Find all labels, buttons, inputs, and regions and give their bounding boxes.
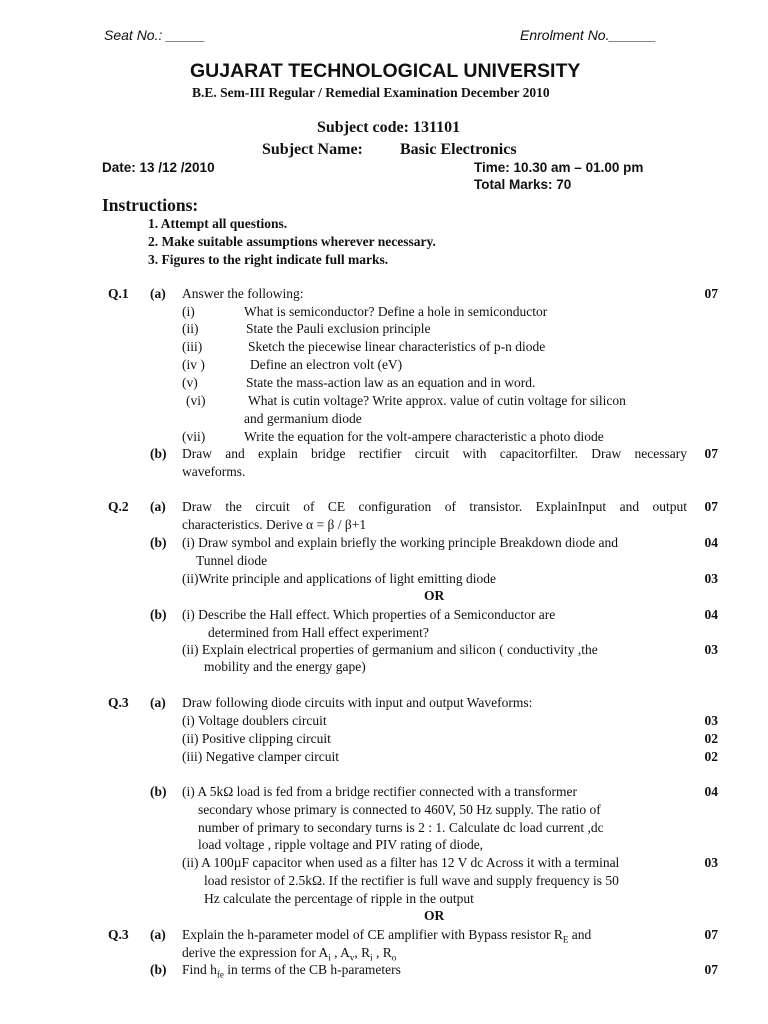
sub-text: Define an electron volt (eV) bbox=[250, 357, 403, 372]
part-label: (a) bbox=[150, 695, 166, 710]
question-text: secondary whose primary is connected to 460V, 50 Hz supply. The ratio of bbox=[198, 802, 601, 817]
question-text: Tunnel diode bbox=[196, 553, 268, 568]
subject-code: Subject code: 131101 bbox=[317, 119, 461, 136]
question-text bbox=[182, 927, 591, 945]
question-text: derive the expression for $A_i$ , $A_v$, $R_i$ , $R_o$ bbox=[182, 945, 397, 963]
question-text: load voltage , ripple voltage and PIV rating of diode, bbox=[198, 837, 484, 852]
text-fragment: Explain the h-parameter model of CE amplifier with Bypass resistor R bbox=[182, 927, 563, 942]
marks: 02 bbox=[704, 731, 718, 746]
question-number: Q.3 bbox=[108, 927, 129, 942]
marks: 07 bbox=[704, 286, 718, 301]
sub-number: (v) bbox=[182, 375, 198, 390]
subscript: fe bbox=[216, 969, 224, 980]
marks: 02 bbox=[704, 749, 718, 764]
question-number: Q.3 bbox=[108, 695, 129, 710]
question-text: determined from Hall effect experiment? bbox=[208, 625, 429, 640]
marks: 07 bbox=[704, 499, 718, 514]
question-text: Draw following diode circuits with input and output Waveforms: bbox=[182, 695, 533, 710]
question-number: Q.2 bbox=[108, 499, 129, 514]
marks: 03 bbox=[704, 713, 718, 728]
marks: 04 bbox=[704, 535, 718, 550]
question-text: (ii)Write principle and applications of light emitting diode bbox=[182, 571, 497, 586]
part-label: (b) bbox=[150, 784, 167, 799]
marks: 03 bbox=[704, 642, 718, 657]
enrolment-no: Enrolment No.______ bbox=[520, 27, 657, 43]
marks: 07 bbox=[704, 446, 718, 461]
part-label: (a) bbox=[150, 499, 166, 514]
part-label: (b) bbox=[150, 535, 167, 550]
sub-number: (iv ) bbox=[182, 357, 205, 372]
question-text: (ii) A 100µF capacitor when used as a filter has 12 V dc Across it with a terminal bbox=[182, 855, 620, 870]
marks: 04 bbox=[704, 784, 718, 799]
sub-text: (iii) Negative clamper circuit bbox=[182, 749, 340, 764]
sub-number: (iii) bbox=[182, 339, 203, 354]
exam-date: Date: 13 /12 /2010 bbox=[102, 160, 215, 175]
question-text: (ii) Explain electrical properties of germanium and silicon ( conductivity ,the bbox=[182, 642, 598, 657]
subject-name: Basic Electronics bbox=[400, 141, 517, 158]
or-divider: OR bbox=[424, 588, 445, 603]
sub-text: (i) Voltage doublers circuit bbox=[182, 713, 327, 728]
question-text: (i) Draw symbol and explain briefly the working principle Breakdown diode and bbox=[182, 535, 619, 550]
marks: 07 bbox=[704, 962, 718, 977]
sub-text: What is cutin voltage? Write approx. value of cutin voltage for silicon bbox=[248, 393, 626, 408]
question-text: (i) Describe the Hall effect. Which properties of a Semiconductor are bbox=[182, 607, 556, 622]
total-marks: Total Marks: 70 bbox=[474, 177, 572, 192]
sub-text: Write the equation for the volt-ampere characteristic a photo diode bbox=[244, 429, 604, 444]
sub-number: (i) bbox=[182, 304, 195, 319]
question-text bbox=[182, 962, 401, 980]
marks: 03 bbox=[704, 571, 718, 586]
instruction-item: 2. Make suitable assumptions wherever necessary. bbox=[148, 234, 436, 249]
seat-no: Seat No.: _____ bbox=[104, 27, 206, 43]
question-text: mobility and the energy gape) bbox=[204, 659, 366, 674]
question-text: Hz calculate the percentage of ripple in the output bbox=[204, 891, 474, 906]
sub-text: Sketch the piecewise linear characteristics of p-n diode bbox=[248, 339, 546, 354]
question-text: waveforms. bbox=[182, 464, 246, 479]
subscript: i bbox=[328, 952, 331, 963]
question-text: Draw and explain bridge rectifier circuit with capacitorfilter. Draw necessary bbox=[182, 446, 687, 461]
sub-text: What is semiconductor? Define a hole in semiconductor bbox=[244, 304, 548, 319]
part-label: (a) bbox=[150, 286, 166, 301]
question-text: number of primary to secondary turns is 2 : 1. Calculate dc load current ,dc bbox=[198, 820, 604, 835]
instruction-item: 3. Figures to the right indicate full marks. bbox=[148, 252, 389, 267]
subscript: E bbox=[562, 934, 569, 945]
question-number: Q.1 bbox=[108, 286, 129, 301]
part-label: (b) bbox=[150, 962, 167, 977]
sub-text: State the mass-action law as an equation and in word. bbox=[246, 375, 536, 390]
sub-text: (ii) Positive clipping circuit bbox=[182, 731, 331, 746]
sub-number: (ii) bbox=[182, 321, 199, 336]
part-label: (a) bbox=[150, 927, 166, 942]
part-label: (b) bbox=[150, 446, 167, 461]
marks: 04 bbox=[704, 607, 718, 622]
text-fragment: derive the expression for A bbox=[182, 945, 329, 960]
university-title: GUJARAT TECHNOLOGICAL UNIVERSITY bbox=[190, 60, 581, 82]
instruction-item: 1. Attempt all questions. bbox=[148, 216, 288, 231]
exam-title: B.E. Sem-III Regular / Remedial Examination December 2010 bbox=[192, 85, 550, 100]
exam-time: Time: 10.30 am – 01.00 pm bbox=[474, 160, 644, 175]
sub-number: (vi) bbox=[186, 393, 206, 408]
part-label: (b) bbox=[150, 607, 167, 622]
question-text: (i) A 5kΩ load is fed from a bridge rectifier connected with a transformer bbox=[182, 784, 578, 799]
text-fragment: in terms of the CB h-parameters bbox=[223, 962, 401, 977]
question-text: Answer the following: bbox=[182, 286, 304, 301]
text-fragment: and bbox=[568, 927, 592, 942]
sub-text: and germanium diode bbox=[244, 411, 362, 426]
question-text: Draw the circuit of CE configuration of transistor. ExplainInput and output bbox=[182, 499, 687, 514]
instructions-title: Instructions: bbox=[102, 195, 199, 215]
text-fragment: Find h bbox=[182, 962, 217, 977]
or-divider: OR bbox=[424, 908, 445, 923]
sub-number: (vii) bbox=[182, 429, 206, 444]
sub-text: State the Pauli exclusion principle bbox=[246, 321, 431, 336]
question-text: load resistor of 2.5kΩ. If the rectifier is full wave and supply frequency is 50 bbox=[204, 873, 619, 888]
subject-name-label: Subject Name: bbox=[262, 141, 363, 158]
marks: 07 bbox=[704, 927, 718, 942]
marks: 03 bbox=[704, 855, 718, 870]
question-text: characteristics. Derive α = β / β+1 bbox=[182, 517, 367, 532]
